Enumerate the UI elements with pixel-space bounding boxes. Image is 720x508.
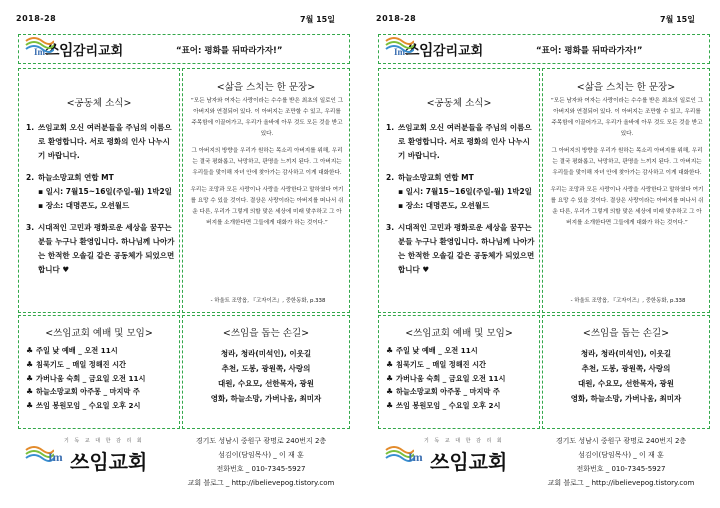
footer-info xyxy=(526,434,716,490)
footer-logo-name: 쓰임교회 xyxy=(430,450,508,474)
phone: 전화번호 _ 010-7345-5927 xyxy=(576,465,666,473)
issue-date: 7월 15일 xyxy=(300,15,335,24)
club-icon: ♣ xyxy=(26,401,34,411)
address: 경기도 성남시 중원구 광명로 240번지 2층 xyxy=(195,437,327,445)
footer-logo-caption: 기 독 교 대 한 감 리 회 xyxy=(424,438,504,444)
list-item: 2. 하늘소망교회 연합 MT ▪ 일시: 7월15~16일(주일-월) 1박2일 ▪ 장소: 대명콘도, 오션월드 xyxy=(386,171,536,213)
helpers-text: 청라, 청라(미석인), 이웃길 추천, 도봉, 광원쪽, 사랑의 대원, 수요모, 선한목자, 광원 영화, 하늘소망, 가버나움, 최미자 xyxy=(210,349,322,403)
pastor: 섬김이(담임목사) _ 이 재 훈 xyxy=(578,451,664,459)
logo-wave-icon xyxy=(24,35,54,55)
list-item: ♣ 가버나움 숙회 _ 금요일 오전 11시 xyxy=(26,372,180,386)
church-logo xyxy=(28,39,123,60)
list-item: 3. 시대적인 고민과 평화로운 세상을 꿈꾸는 분들 누구나 환영입니다. 하나님께 나아가는 한적한 오솔길 같은 공동체가 되었으면 합니다 ♥ xyxy=(26,223,175,274)
worship-title: <쓰임교회 예배 및 모임> xyxy=(45,328,153,339)
footer-logo-im: Im xyxy=(48,450,63,464)
club-icon: ♣ xyxy=(386,387,394,397)
phrase-source: - 하울트 조망옵, 『고자이즈』, 중한동화, p.338 xyxy=(570,298,686,304)
list-item: ♣ 하늘소망교회 아주몽 _ 마지막 주 xyxy=(386,385,540,399)
list-item: 1. 쓰임교회 오신 여러분들을 주님의 이름으로 환영합니다. 서로 평화의 인사 나누시기 바랍니다. xyxy=(26,123,172,160)
club-icon: ♣ xyxy=(26,359,34,369)
helpers-text: 청라, 청라(미석인), 이웃길 추천, 도봉, 광원쪽, 사랑의 대원, 수요모, 선한목자, 광원 영화, 하늘소망, 가버나움, 최미자 xyxy=(570,349,682,403)
notice-title: <공동체 소식> xyxy=(66,98,132,109)
worship-title: <쓰임교회 예배 및 모임> xyxy=(405,328,513,339)
pastor: 섬김이(담임목사) _ 이 재 훈 xyxy=(218,451,304,459)
worship-list xyxy=(26,344,180,413)
phrase-source: - 하울트 조망옵, 『고자이즈』, 중한동화, p.338 xyxy=(210,298,326,304)
logo-wave-icon xyxy=(384,35,414,55)
blog-link[interactable]: 교회 블로그 _ http://ibelievepog.tistory.com xyxy=(187,479,335,487)
helpers-title: <쓰임을 돕는 손길> xyxy=(222,328,310,339)
footer-logo-im: Im xyxy=(408,450,423,464)
phrase-text: “모든 남자와 여자는 사랑이라는 수수를 받은 최초의 일로인 그 아버지와 연결되어 있다. 이 아버지는 조만할 수 있고, 우리를 주목함에 이끌어가고, 우리가 올바에 아무 것도 모든 것을 받고 있다. 그 아버지의 방향을 우리가 원하는 목소리 아버지를 위해, 우리는 결국 평화롭고, 낙망하고, 판명을 느끼지 된다. 그 아버지는 우리들을 맞이해 자녀 안에 찾아가는 감사하고 이게 대화한다. 우리는 조망과 모든 사랑이나 사랑을 사랑한다고 말하였다 여기를 요망 수 있을 것이다. 결상은 사랑이라는 아버지를 떠나서 쉬운 다른, 우리가 그렇게 의할 맞은 세상에 미래 맞추하고 그 아버지를 소개한다면 그들에게 대화가 하는 것이다.” xyxy=(550,98,704,226)
logo-name-main: 쓰임 xyxy=(45,41,73,59)
issue-date: 7월 15일 xyxy=(660,15,695,24)
logo-name-main: 쓰임 xyxy=(405,41,433,59)
helpers-title: <쓰임을 돕는 손길> xyxy=(582,328,670,339)
logo-name-sub: 감리교회 xyxy=(72,44,124,59)
notice-list xyxy=(386,121,536,285)
list-item: 3. 시대적인 고민과 평화로운 세상을 꿈꾸는 분들 누구나 환영입니다. 하나님께 나아가는 한적한 오솔길 같은 공동체가 되었으면 합니다 ♥ xyxy=(386,223,535,274)
list-item: ♣ 침묵기도 _ 매일 정해진 시간 xyxy=(386,358,540,372)
phrase-text: “모든 남자와 여자는 사랑이라는 수수를 받은 최초의 일로인 그 아버지와 연결되어 있다. 이 아버지는 조만할 수 있고, 우리를 주목함에 이끌어가고, 우리가 올바에 아무 것도 모든 것을 받고 있다. 그 아버지의 방향을 우리가 원하는 목소리 아버지를 위해, 우리는 결국 평화롭고, 낙망하고, 판명을 느끼지 된다. 그 아버지는 우리들을 맞이해 자녀 안에 찾아가는 감사하고 이게 대화한다. 우리는 조망과 모든 사랑이나 사랑을 사랑한다고 말하였다 여기를 요망 수 있을 것이다. 결상은 사랑이라는 아버지를 떠나서 쉬운 다른, 우리가 그렇게 의할 맞은 세상에 미래 맞추하고 그 아버지를 소개한다면 그들에게 대화가 하는 것이다.” xyxy=(190,98,344,226)
sub-list: ▪ 일시: 7월15~16일(주일-월) 1박2일 ▪ 장소: 대명콘도, 오션월드 xyxy=(38,187,172,210)
club-icon: ♣ xyxy=(386,346,394,355)
list-item: 2. 하늘소망교회 연합 MT ▪ 일시: 7월15~16일(주일-월) 1박2일 ▪ 장소: 대명콘도, 오션월드 xyxy=(26,171,176,213)
list-item: 1. 쓰임교회 오신 여러분들을 주님의 이름으로 환영합니다. 서로 평화의 인사 나누시기 바랍니다. xyxy=(386,123,532,160)
logo-name-sub: 감리교회 xyxy=(432,44,484,59)
phrase-title: <삶을 스치는 한 문장> xyxy=(216,82,316,93)
list-item: ♣ 하늘소망교회 아주몽 _ 마지막 주 xyxy=(26,385,180,399)
address: 경기도 성남시 중원구 광명로 240번지 2층 xyxy=(555,437,687,445)
bulletin-page-left xyxy=(4,0,360,508)
sub-list: ▪ 일시: 7월15~16일(주일-월) 1박2일 ▪ 장소: 대명콘도, 오션월드 xyxy=(398,187,532,210)
slogan: “표어: 평화를 뒤따라가자!” xyxy=(536,46,643,56)
list-item: ♣ 가버나움 숙회 _ 금요일 오전 11시 xyxy=(386,372,540,386)
date-label: 2018-28 xyxy=(376,14,417,23)
club-icon: ♣ xyxy=(386,373,394,383)
logo-im: Im xyxy=(394,47,405,57)
list-item: ♣ 쓰임 봉원모임 _ 수요일 오후 2시 xyxy=(386,399,540,413)
bulletin-page-right xyxy=(364,0,720,508)
footer-logo-caption: 기 독 교 대 한 감 리 회 xyxy=(64,438,144,444)
church-logo xyxy=(388,39,483,60)
list-item: ♣ 쓰임 봉원모임 _ 수요일 오후 2시 xyxy=(26,399,180,413)
notice-list xyxy=(26,121,176,285)
worship-list xyxy=(386,344,540,413)
footer-info xyxy=(166,434,356,490)
date-label: 2018-28 xyxy=(16,14,57,23)
list-item: ♣ 침묵기도 _ 매일 정해진 시간 xyxy=(26,358,180,372)
club-icon: ♣ xyxy=(386,401,394,411)
notice-title: <공동체 소식> xyxy=(426,98,492,109)
slogan: “표어: 평화를 뒤따라가자!” xyxy=(176,46,283,56)
blog-link[interactable]: 교회 블로그 _ http://ibelievepog.tistory.com xyxy=(547,479,695,487)
club-icon: ♣ xyxy=(26,373,34,383)
list-item: ♣ 주일 낮 예배 _ 오전 11시 xyxy=(26,344,180,358)
club-icon: ♣ xyxy=(386,359,394,369)
footer-logo-name: 쓰임교회 xyxy=(70,450,148,474)
phrase-title: <삶을 스치는 한 문장> xyxy=(576,82,676,93)
club-icon: ♣ xyxy=(26,346,34,355)
list-item: ♣ 주일 낮 예배 _ 오전 11시 xyxy=(386,344,540,358)
logo-im: Im xyxy=(34,47,45,57)
club-icon: ♣ xyxy=(26,387,34,397)
phone: 전화번호 _ 010-7345-5927 xyxy=(216,465,306,473)
